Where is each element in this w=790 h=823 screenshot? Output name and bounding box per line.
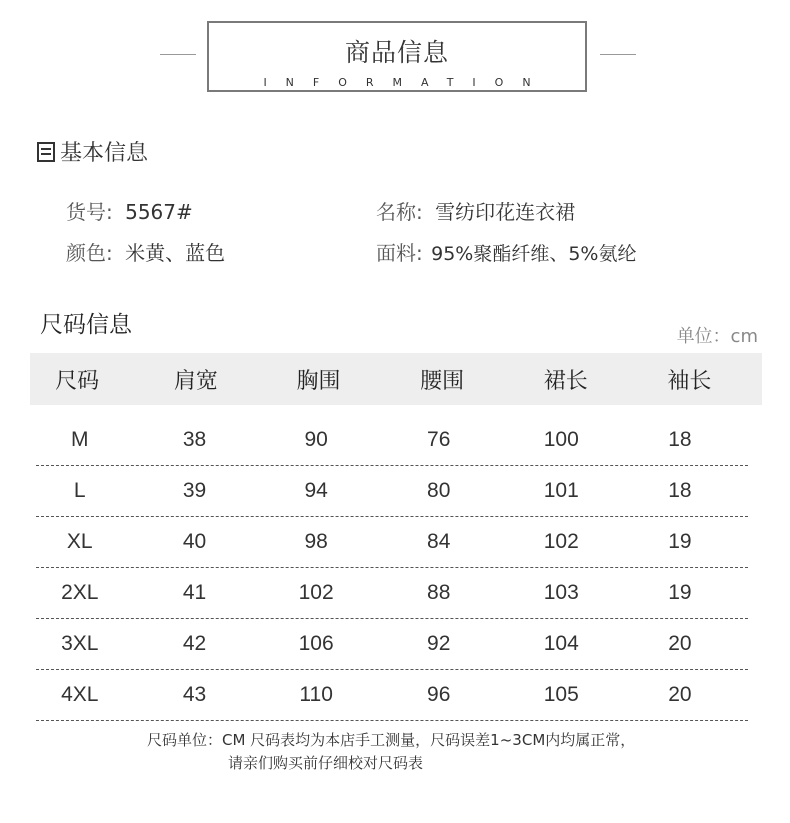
fabric-row [376,237,636,266]
table-cell: 2XL [61,581,99,604]
table-cell: 105 [543,683,579,706]
table-cell: 20 [668,683,692,706]
size-table-body [30,415,762,721]
fabric-value: 95%聚酯纤维、5%氨纶 [431,243,637,265]
column-header-sleeve: 袖长 [667,368,712,394]
size-info-heading: 尺码信息 [40,312,132,338]
table-row [36,517,748,568]
table-cell: 19 [668,581,692,604]
table-cell: 41 [182,581,207,604]
table-row [36,466,748,517]
column-header-shoulder: 肩宽 [173,368,218,394]
table-cell: 98 [304,530,328,553]
table-cell: M [71,428,89,451]
item-number-label: 货号: [66,200,113,224]
table-cell: 101 [543,479,579,502]
table-cell: 39 [182,479,207,502]
header-box [207,21,587,92]
unit-label: 单位：cm [676,326,758,347]
table-cell: 76 [427,428,451,451]
table-cell: 106 [298,632,334,655]
table-row [36,568,748,619]
table-cell: 103 [543,581,579,604]
column-header-size: 尺码 [55,368,100,394]
table-cell: 90 [304,428,328,451]
table-cell: 110 [299,683,333,706]
table-cell: 94 [304,479,328,502]
table-cell: 92 [427,632,451,655]
size-table-header [30,353,762,405]
color-value: 米黄、蓝色 [125,241,226,265]
column-header-waist: 腰围 [420,368,465,394]
table-row [36,619,748,670]
table-cell: 96 [427,683,451,706]
table-cell: 100 [543,428,579,451]
color-row [66,237,225,266]
table-cell: 43 [182,683,207,706]
item-number-value: 5567# [125,200,193,224]
note-line-1: 尺码单位：CM 尺码表均为本店手工测量，尺码误差1~3CM内均属正常， [147,731,636,749]
color-label: 颜色: [66,241,113,265]
table-cell: 20 [668,632,692,655]
table-cell: 84 [427,530,451,553]
basic-info-heading [36,136,148,167]
header-subtitle: INFORMATION [263,76,550,89]
table-cell: 102 [298,581,334,604]
table-cell: L [73,479,86,502]
document-icon [36,141,56,163]
table-cell: 18 [668,479,692,502]
table-cell: 102 [543,530,579,553]
basic-info-title: 基本信息 [60,141,149,166]
table-cell: 104 [543,632,579,655]
column-header-length: 裙长 [543,368,588,394]
note-line-2: 请亲们购买前仔细校对尺码表 [228,754,424,772]
name-row [376,196,575,225]
table-cell: 18 [668,428,692,451]
table-cell: 4XL [61,683,99,706]
name-label: 名称: [376,200,423,224]
table-row [36,415,748,466]
table-cell: 38 [182,428,207,451]
header-title: 商品信息 [344,38,449,67]
item-number-row [66,196,193,225]
name-value: 雪纺印花连衣裙 [435,200,576,224]
header-right-line [600,54,636,55]
table-cell: 3XL [61,632,99,655]
header-left-line [160,54,196,55]
fabric-label: 面料: [376,241,423,265]
table-cell: 42 [182,632,207,655]
table-cell: 88 [427,581,451,604]
table-cell: 19 [668,530,692,553]
table-cell: 80 [427,479,451,502]
table-cell: 40 [182,530,207,553]
table-row [36,670,748,721]
size-table [30,353,762,721]
column-header-bust: 胸围 [296,368,341,394]
table-cell: XL [66,530,93,553]
